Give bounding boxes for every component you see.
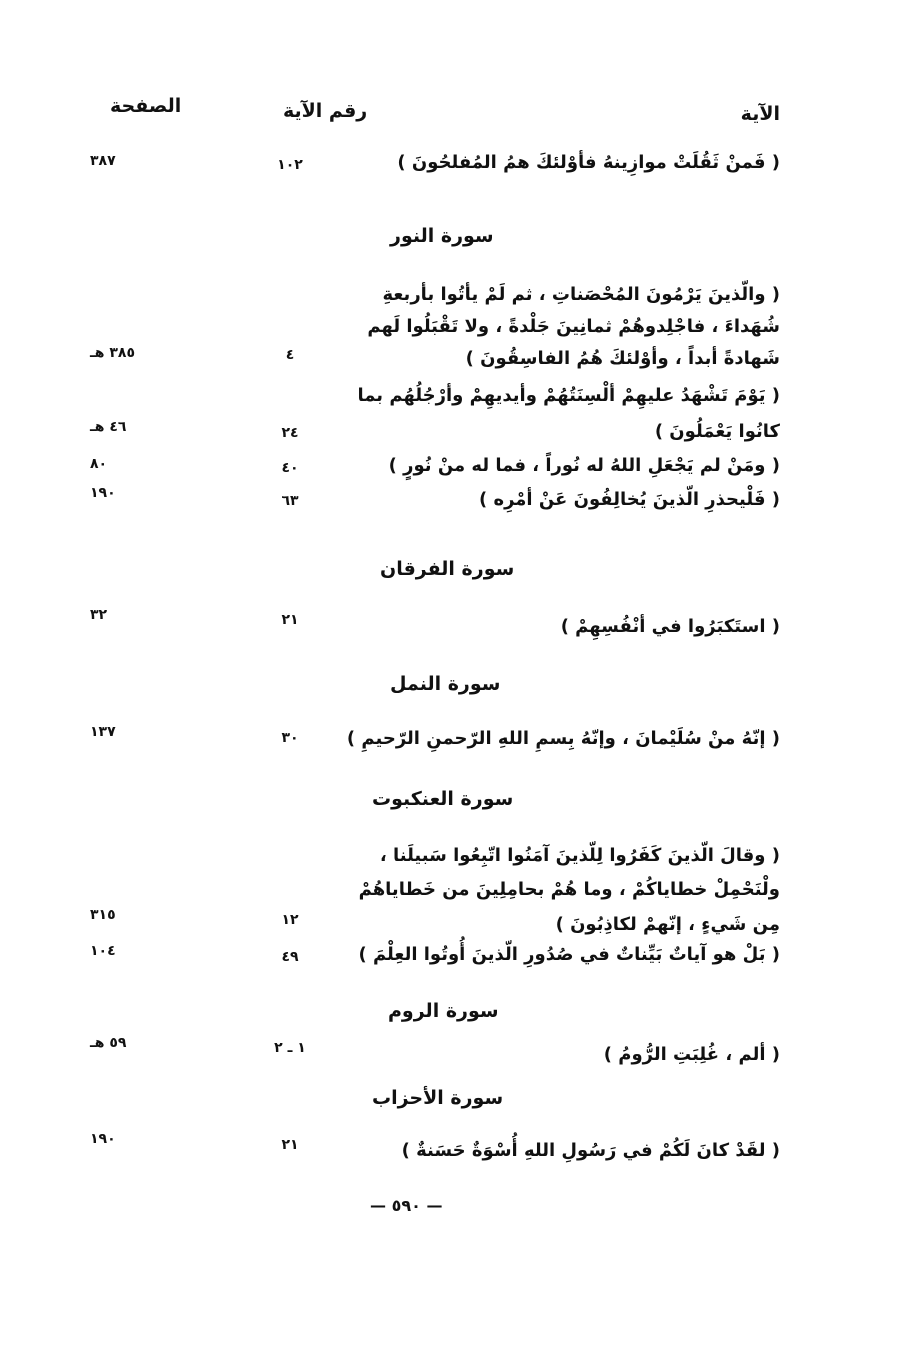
sura-heading: سورة الفرقان: [380, 558, 515, 580]
page-number: — ٥٩٠ —: [370, 1196, 443, 1215]
column-header-ayah-number: رقم الآية: [283, 100, 368, 122]
sura-heading: سورة النور: [390, 225, 494, 247]
page-ref: ٨٠: [90, 456, 108, 472]
page-ref: ٤٦ هـ: [90, 419, 127, 435]
ayah-number: ٢١: [281, 1137, 299, 1153]
verse-text: ( فَلْيحذرِ الّذينَ يُخالِفُونَ عَنْ أمْرِه ): [478, 489, 780, 510]
ayah-number: ٤٩: [281, 949, 299, 965]
ayah-number: ١٢: [281, 912, 299, 928]
verse-text: ( فَمنْ ثَقُلَتْ موازِينهُ فأوْلئكَ همُ المُفلحُونَ ): [397, 152, 780, 173]
ayah-number: ٢٤: [281, 425, 299, 441]
ayah-number: ١ ـ ٢: [274, 1040, 306, 1056]
page-ref: ٣٨٥ هـ: [90, 345, 136, 361]
verse-text-line: ( وقالَ الّذينَ كَفَرُوا لِلّذينَ آمَنُوا اتّبِعُوا سَبيلَنا ،: [379, 845, 780, 866]
column-header-page: الصفحة: [110, 95, 182, 117]
verse-text-line: كانُوا يَعْمَلُونَ ): [654, 421, 780, 442]
ayah-number: ١٠٢: [277, 157, 303, 173]
page-ref: ١٩٠: [90, 485, 116, 501]
page-ref: ١٩٠: [90, 1131, 116, 1147]
page-ref: ٥٩ هـ: [90, 1035, 127, 1051]
verse-text-line: شَهادةً أبداً ، وأوْلئكَ هُمُ الفاسِقُونَ ): [465, 348, 780, 369]
sura-heading: سورة العنكبوت: [372, 788, 514, 810]
verse-text-line: ( والّذينَ يَرْمُونَ المُحْصَناتِ ، ثم لَمْ يأتُوا بأربعةِ: [382, 284, 780, 305]
page-ref: ١٠٤: [90, 943, 116, 959]
ayah-number: ٦٣: [281, 493, 299, 509]
verse-text: ( ومَنْ لم يَجْعَلِ اللهُ له نُوراً ، فما له منْ نُورٍ ): [388, 455, 780, 476]
sura-heading: سورة النمل: [390, 673, 501, 695]
ayah-number: ٤٠: [281, 460, 299, 476]
page-ref: ٣٢: [90, 607, 108, 623]
ayah-number: ٢١: [281, 612, 299, 628]
ayah-number: ٣٠: [281, 730, 299, 746]
page-ref: ٣٨٧: [90, 153, 116, 169]
verse-text-line: مِن شَيءٍ ، إنّهمْ لكاذِبُونَ ): [555, 914, 780, 935]
verse-text: ( استَكبَرُوا في أنْفُسِهِمْ ): [560, 616, 780, 637]
verse-text: ( إنّهُ منْ سُلَيْمانَ ، وإنّهُ بِسمِ اللهِ الرّحمنِ الرّحيمِ ): [346, 728, 780, 749]
page-ref: ١٣٧: [90, 724, 116, 740]
verse-text-line: ولْنَحْمِلْ خطاياكُمْ ، وما هُمْ بحامِلِينَ من خَطاياهُمْ: [358, 879, 780, 900]
verse-text-line: شُهَداءَ ، فاجْلِدوهُمْ ثمانِينَ جَلْدةً ، ولا تَقْبَلُوا لَهم: [367, 316, 780, 337]
ayah-number: ٤: [285, 347, 295, 363]
verse-text: ( ألم ، غُلِبَتِ الرُّومُ ): [603, 1044, 780, 1065]
verse-text: ( لقَدْ كانَ لَكُمْ في رَسُولِ اللهِ أُسْوَةٌ حَسَنةٌ ): [401, 1140, 780, 1161]
sura-heading: سورة الروم: [388, 1000, 499, 1022]
verse-text: ( بَلْ هو آياتٌ بَيِّناتٌ في صُدُورِ الّذينَ أُوتُوا العِلْمَ ): [358, 944, 780, 965]
verse-text-line: ( يَوْمَ تَشْهَدُ عليهِمْ ألْسِنَتُهُمْ وأيديهِمْ وأرْجُلُهُم بما: [357, 385, 780, 406]
sura-heading: سورة الأحزاب: [372, 1087, 504, 1109]
column-header-verse: الآية: [740, 103, 780, 125]
page-ref: ٣١٥: [90, 907, 116, 923]
